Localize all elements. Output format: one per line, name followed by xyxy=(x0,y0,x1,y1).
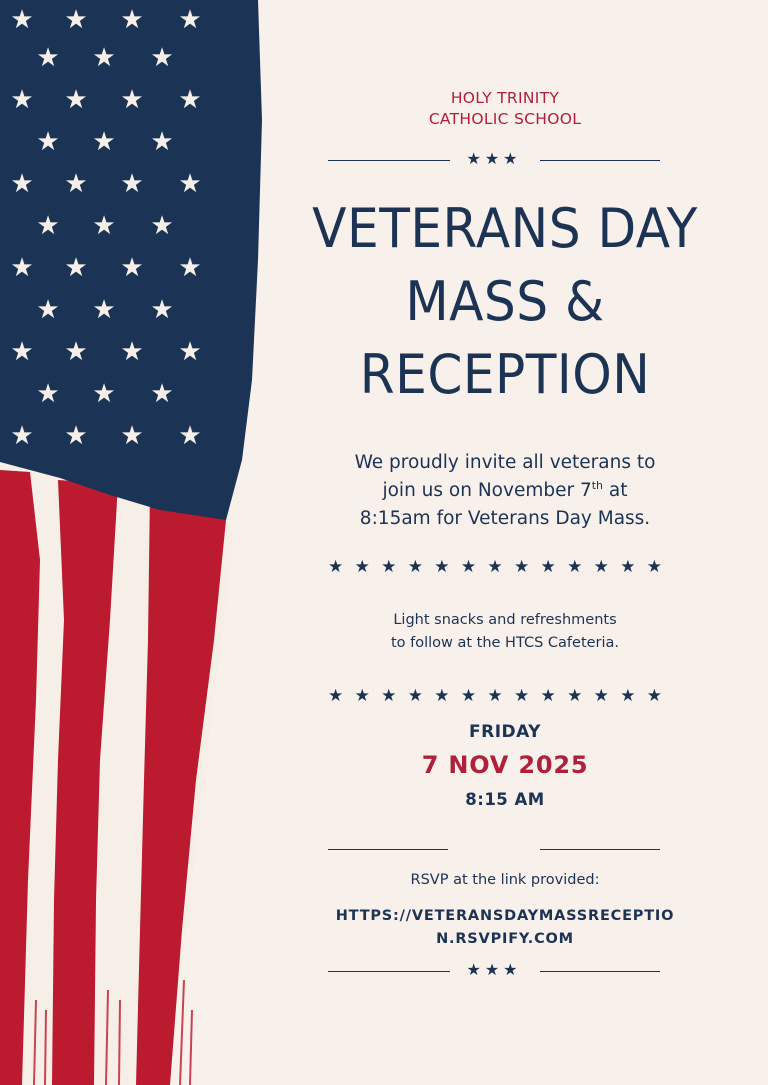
svg-text:★: ★ xyxy=(178,169,202,199)
star-icon: ★ xyxy=(487,686,503,706)
svg-text:★: ★ xyxy=(150,43,174,73)
invitation-text xyxy=(290,449,720,533)
divider-line-right xyxy=(540,971,660,972)
star-icon: ★ xyxy=(407,557,423,577)
svg-text:★: ★ xyxy=(10,253,34,283)
event-date: 7 NOV 2025 xyxy=(421,751,589,779)
star-icon: ★ xyxy=(328,557,344,577)
event-time: 8:15 AM xyxy=(465,790,545,809)
svg-text:★: ★ xyxy=(64,421,88,451)
star-icon: ★ xyxy=(567,686,583,706)
divider-line-right xyxy=(540,849,660,850)
american-flag-illustration xyxy=(0,0,268,1085)
svg-text:★: ★ xyxy=(120,85,144,115)
svg-text:★: ★ xyxy=(92,379,116,409)
rsvp-link-line1[interactable]: HTTPS://VETERANSDAYMASSRECEPTIO xyxy=(335,908,675,924)
svg-text:★: ★ xyxy=(36,211,60,241)
refreshments-line1: Light snacks and refreshments xyxy=(393,612,617,628)
svg-text:★: ★ xyxy=(178,421,202,451)
flyer-content xyxy=(290,0,720,1085)
star-icon: ★ xyxy=(434,686,450,706)
refreshments-line2: to follow at the HTCS Cafeteria. xyxy=(390,635,620,651)
svg-text:★: ★ xyxy=(178,337,202,367)
star-icon: ★ xyxy=(540,686,556,706)
divider-stars-icon: ★★★ xyxy=(466,149,522,168)
school-name xyxy=(290,88,720,130)
star-icon: ★ xyxy=(354,686,370,706)
svg-text:★: ★ xyxy=(120,421,144,451)
event-title-line2: MASS & xyxy=(405,270,605,333)
star-icon: ★ xyxy=(487,557,503,577)
svg-text:★: ★ xyxy=(120,337,144,367)
invitation-line2-suffix: at xyxy=(603,480,628,501)
svg-text:★: ★ xyxy=(178,253,202,283)
svg-text:★: ★ xyxy=(36,43,60,73)
svg-text:★: ★ xyxy=(120,253,144,283)
star-icon: ★ xyxy=(381,686,397,706)
bottom-star-divider xyxy=(328,962,660,982)
svg-text:★: ★ xyxy=(64,337,88,367)
svg-text:★: ★ xyxy=(92,127,116,157)
svg-text:★: ★ xyxy=(92,295,116,325)
star-row-divider xyxy=(328,686,662,706)
rsvp-link[interactable] xyxy=(290,905,720,951)
event-title-line3: RECEPTION xyxy=(359,343,651,406)
star-icon: ★ xyxy=(407,686,423,706)
star-row-divider xyxy=(328,557,662,577)
invitation-line1: We proudly invite all veterans to xyxy=(354,452,656,473)
divider-line-left xyxy=(328,849,448,850)
star-icon: ★ xyxy=(513,686,530,706)
svg-text:★: ★ xyxy=(92,211,116,241)
star-icon: ★ xyxy=(593,686,609,706)
svg-text:★: ★ xyxy=(10,169,34,199)
event-title xyxy=(305,192,705,411)
star-icon: ★ xyxy=(646,686,662,706)
flag-red-stripe xyxy=(136,490,228,1085)
svg-text:★: ★ xyxy=(10,85,34,115)
event-day: FRIDAY xyxy=(469,722,541,742)
star-icon: ★ xyxy=(620,686,636,706)
star-icon: ★ xyxy=(381,557,397,577)
invitation-line2-prefix: join us on November 7 xyxy=(382,480,592,501)
svg-text:★: ★ xyxy=(10,5,34,35)
star-icon: ★ xyxy=(540,557,556,577)
star-icon: ★ xyxy=(354,557,370,577)
plain-divider xyxy=(328,849,660,851)
invitation-line3: 8:15am for Veterans Day Mass. xyxy=(359,508,651,529)
rsvp-link-line2[interactable]: N.RSVPIFY.COM xyxy=(436,931,574,947)
svg-text:★: ★ xyxy=(64,85,88,115)
event-title-line1: VETERANS DAY xyxy=(312,197,698,260)
svg-text:★: ★ xyxy=(150,379,174,409)
star-icon: ★ xyxy=(567,557,583,577)
top-star-divider xyxy=(328,151,660,171)
svg-text:★: ★ xyxy=(64,253,88,283)
svg-text:★: ★ xyxy=(150,127,174,157)
svg-text:★: ★ xyxy=(10,421,34,451)
star-icon: ★ xyxy=(646,557,662,577)
star-icon: ★ xyxy=(620,557,636,577)
star-icon: ★ xyxy=(460,557,477,577)
rsvp-label: RSVP at the link provided: xyxy=(410,872,600,888)
svg-text:★: ★ xyxy=(120,5,144,35)
flag-stars xyxy=(10,5,201,451)
svg-text:★: ★ xyxy=(178,85,202,115)
svg-text:★: ★ xyxy=(10,337,34,367)
svg-text:★: ★ xyxy=(36,127,60,157)
refreshments-text xyxy=(290,609,720,655)
svg-text:★: ★ xyxy=(92,43,116,73)
svg-text:★: ★ xyxy=(36,379,60,409)
svg-text:★: ★ xyxy=(36,295,60,325)
school-name-line1: HOLY TRINITY xyxy=(450,89,560,107)
star-icon: ★ xyxy=(513,557,530,577)
divider-stars-icon: ★★★ xyxy=(466,960,522,979)
svg-text:★: ★ xyxy=(64,5,88,35)
svg-text:★: ★ xyxy=(150,295,174,325)
svg-text:★: ★ xyxy=(120,169,144,199)
divider-line-right xyxy=(540,160,660,161)
svg-text:★: ★ xyxy=(178,5,202,35)
star-icon: ★ xyxy=(593,557,609,577)
svg-text:★: ★ xyxy=(64,169,88,199)
invitation-ordinal-suffix: th xyxy=(591,478,604,492)
star-icon: ★ xyxy=(460,686,477,706)
svg-text:★: ★ xyxy=(150,211,174,241)
star-icon: ★ xyxy=(434,557,450,577)
invitation-line2 xyxy=(290,477,720,505)
star-icon: ★ xyxy=(328,686,344,706)
school-name-line2: CATHOLIC SCHOOL xyxy=(428,110,582,128)
